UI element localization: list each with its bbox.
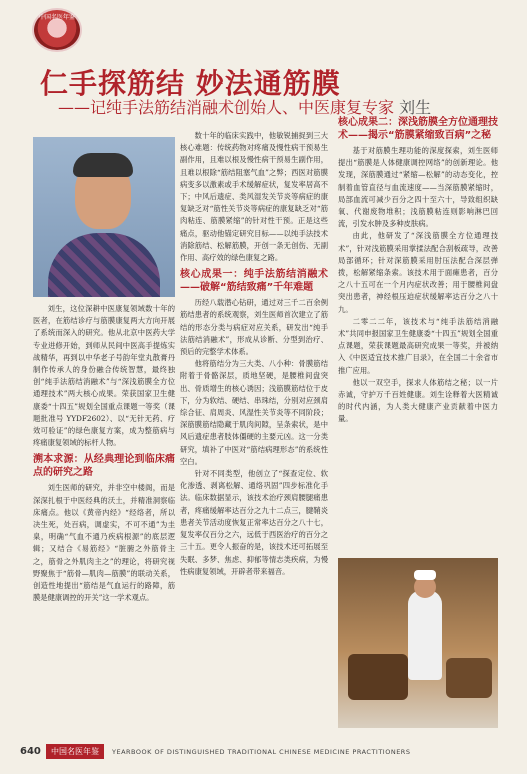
clinic-photo — [338, 558, 498, 728]
yearbook-logo — [34, 10, 80, 50]
paragraph: 历经八载潜心钻研，通过对三千二百余例筋结患者的系统观察，刘生医师首次建立了筋结的形态分类与病症对应关系，研发出“纯手法筋结消融术”，形成从诊断、分型到治疗、预后的完整学术体系。 — [180, 298, 328, 357]
footer-tag: 中国名医年鉴 — [46, 744, 104, 759]
paragraph: 刘生，这位深耕中医康复领域数十年的医者，在筋结诊疗与筋膜康复两大方向开展了系统而深入的研究。他从北京中医药大学专业进修开始，到师从民间中医高手提炼实战精华，再到以中华老子号韵年堂丸散膏丹制作传承人的身份融合传统智慧，最终独创“纯手法筋结消融术”与“深浅筋膜全方位通理技术”两大核心成果。荣获国家卫生健康委“十四五”规划全国重点课题一等奖（课题批准号 YYDF2602）、以“无针无药、疗效可验证”的绿色康复方案，成为整筋病与疼痛康复领域的标杆人物。 — [33, 304, 175, 448]
clinic-pot-right — [446, 658, 492, 698]
clinic-doctor — [408, 590, 442, 680]
logo-text: 中国名医年鉴 — [38, 14, 75, 21]
column-3 — [338, 112, 498, 552]
paragraph: 由此，他研发了“深浅筋膜全方位通理技术”，针对浅筋膜采用掌揉法配合刮板疏导，改善局部循环；针对深筋膜采用肘压法配合深层弹拨，松解紧缩条索。该技术用于面瘫患者，百分之八十五可在一个月内症状改善；用于腰椎间盘突出患者，神经根压迫症状缓解率达百分之八十九。 — [338, 231, 498, 314]
column-2 — [180, 130, 328, 730]
portrait-photo — [33, 137, 175, 297]
paragraph: 基于对筋膜生理功能的深度探索，刘生医师提出“筋膜是人体健康调控网络”的创新理论。他发现，深筋膜通过“紧缩—松解”的动态变化，控制着血管直径与血流速度——当深筋膜紧缩时，局部血流可减少百分之四十至六十，导致组织缺氧、代谢废物堆积；浅筋膜粘连则影响淋巴回流，引发水肿及多种皮肤病。 — [338, 146, 498, 229]
paragraph: 刘生医师的研究，并非空中楼阁，而是深深扎根于中医经典的沃土，并精准洞察临床痛点。他以《黄帝内经》“经络者，所以决生死，处百病，调虚实，不可不通”为圭臬，明确“气血不通乃疾病根源”的底层逻辑；又结合《易筋经》“脏腑之外筋骨主之，筋骨之外肌肉主之”的理论，将研究视野聚焦于“筋骨—肌肉—筋膜”的联动关系，创造性地提出“筋结是气血运行的路障，筋膜是健康调控的开关”这一学术观点。 — [33, 483, 175, 603]
section-heading-1: 溯本求源：从经典理论到临床痛点的研究之路 — [33, 454, 175, 479]
paragraph: 他将筋结分为三大类、八小种：骨膜筋结附着于骨骼深层，质地坚硬，是腰椎间盘突出、骨质增生的核心诱因；浅筋膜筋结位于皮下，分为软结、硬结、串珠结，分别对应颈肩综合征、肩周炎、风湿性关节炎等不同阶段；深筋膜筋结隐藏于肌肉间隙，呈条索状，是中风后遗症患者肢体僵硬的主要元凶。这一分类研究，填补了中医对“筋结病理形态”的系统性空白。 — [180, 359, 328, 466]
paragraph: 针对不同类型，他创立了“探查定位、软化渗透、剥离松解、通络巩固”四步标准化手法。临床数据显示，该技术治疗颈肩腰腿痛患者，疼痛缓解率达百分之九十二点三，腱鞘炎患者关节活动度恢复正常率达百分之八十七，复发率仅百分之六，远低于西医治疗的百分之三十五。更令人振奋的是，该技术还可拓展至失眠、多梦、焦虑、抑郁等情志类疾病，为慢性病康复领域，开辟者带来福音。 — [180, 469, 328, 576]
column-1 — [33, 303, 175, 723]
footer-english: YEARBOOK OF DISTINGUISHED TRADITIONAL CHINESE MEDICINE PRACTITIONERS — [112, 748, 411, 756]
paragraph: 二零二二年，该技术与“纯手法筋结消融术”共同申报国家卫生健康委“十四五”规划全国重点课题，荣获课题最高研究成果一等奖，并被纳入《中医适宜技术推广目录》，在全国二十余省市推广应用。 — [338, 316, 498, 375]
page-number: 640 — [20, 746, 41, 757]
article-title: 仁手探筋结 妙法通筋膜 — [40, 67, 341, 100]
page-footer — [20, 744, 510, 762]
clinic-pot-left — [348, 654, 408, 700]
portrait-hair — [73, 153, 133, 177]
section-heading-2: 核心成果一：纯手法筋结消融术——破解“筋结致痛”千年难题 — [180, 269, 328, 294]
subtitle-prefix: ——记纯手法筋结消融术创始人、中医康复专家 — [58, 98, 400, 117]
subtitle-name: 刘生 — [399, 98, 432, 117]
paragraph: 数十年的临床实践中，他敏锐捕捉到三大核心难题：传统药物对疼痛及慢性病干预易生副作用，且难以根及慢性病干预易生副作用，且难以根除“筋结阻塞气血”之弊；西医对筋膜病变多以激素或手术缓解症状，复发率居高不下；中风后遗症、类风湿发关节炎等病症的康复缺乏对“筋性关节炎等病症的康复缺乏对“筋肉粘连、筋膜紧缩”的针对性干预。正是这些痛点，驱动他锚定研究目标——以纯手法技术消除筋结、松解筋膜，开创一条无创伤、无副作用、高疗效的绿色康复之路。 — [180, 131, 328, 263]
section-heading-3: 核心成果二：深浅筋膜全方位通理技术——揭示“筋膜紧缩致百病”之秘 — [338, 117, 498, 141]
paragraph: 他以一双空手，探求人体筋结之秘；以一片赤诚，守护万千百姓健康。刘生诠释着大医精诚的时代内涵，为人类大健康产业贡献着中医力量。 — [338, 377, 498, 424]
portrait-shirt — [48, 233, 160, 297]
clinic-doctor-cap — [414, 570, 436, 580]
